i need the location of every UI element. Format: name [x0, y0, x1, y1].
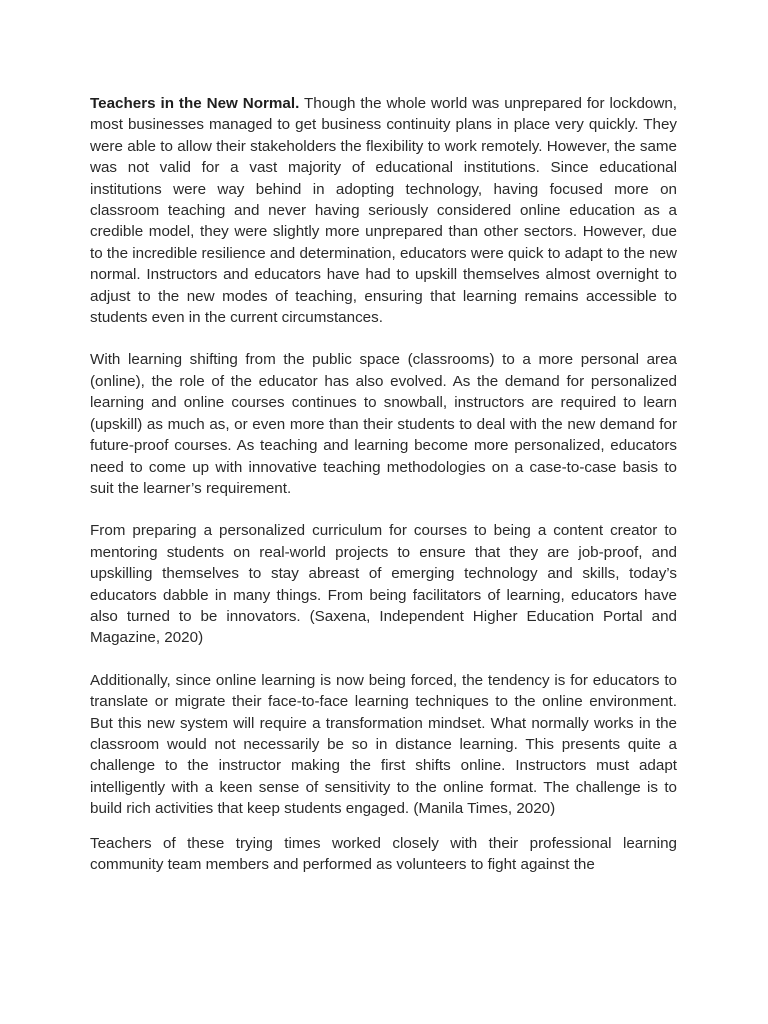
paragraph-1-text: Though the whole world was unprepared for lockdown, most businesses managed to get business continuity plans in place very quickly. They were able to allow their stakeholders the flexibility to work remotely. However, the same was not valid for a vast majority of educational institutions. Since educational institutions were way behind in adopting technology, having focused more on classroom teaching and never having seriously considered online education as a credible model, they were slightly more unprepared than other sectors. However, due to the incredible resilience and determination, educators were quick to adapt to the new normal. Instructors and educators have had to upskill themselves almost overnight to adjust to the new modes of teaching, ensuring that learning remains accessible to students even in the current circumstances.	[90, 95, 677, 327]
paragraph-3: From preparing a personalized curriculum for courses to being a content creator to mentoring students on real-world projects to ensure that they are job-proof, and upskilling themselves to stay abreast of emerging technology and skills, today’s educators dabble in many things. From being facilitators of learning, educators have also turned to be innovators. (Saxena, Independent Higher Education Portal and Magazine, 2020)	[90, 522, 677, 647]
paragraph-1	[90, 93, 677, 328]
paragraph-4: Additionally, since online learning is now being forced, the tendency is for educators to translate or migrate their face-to-face learning techniques to the online environment. But this new system will require a transformation mindset. What normally works in the classroom would not necessarily be so in distance learning. This presents quite a challenge to the instructor making the first shifts online. Instructors must adapt intelligently with a keen sense of sensitivity to the online format. The challenge is to build rich activities that keep students engaged. (Manila Times, 2020)	[90, 671, 677, 818]
document-page	[90, 93, 677, 896]
paragraph-5: Teachers of these trying times worked closely with their professional learning community team members and performed as volunteers to fight against the	[90, 834, 677, 873]
paragraph-2: With learning shifting from the public space (classrooms) to a more personal area (online), the role of the educator has also evolved. As the demand for personalized learning and online courses continues to snowball, instructors are required to learn (upskill) as much as, or even more than their students to deal with the new demand for future-proof courses. As teaching and learning become more personalized, educators need to come up with innovative teaching methodologies on a case-to-case basis to suit the learner’s requirement.	[90, 351, 677, 497]
section-heading: Teachers in the New Normal.	[90, 95, 300, 112]
